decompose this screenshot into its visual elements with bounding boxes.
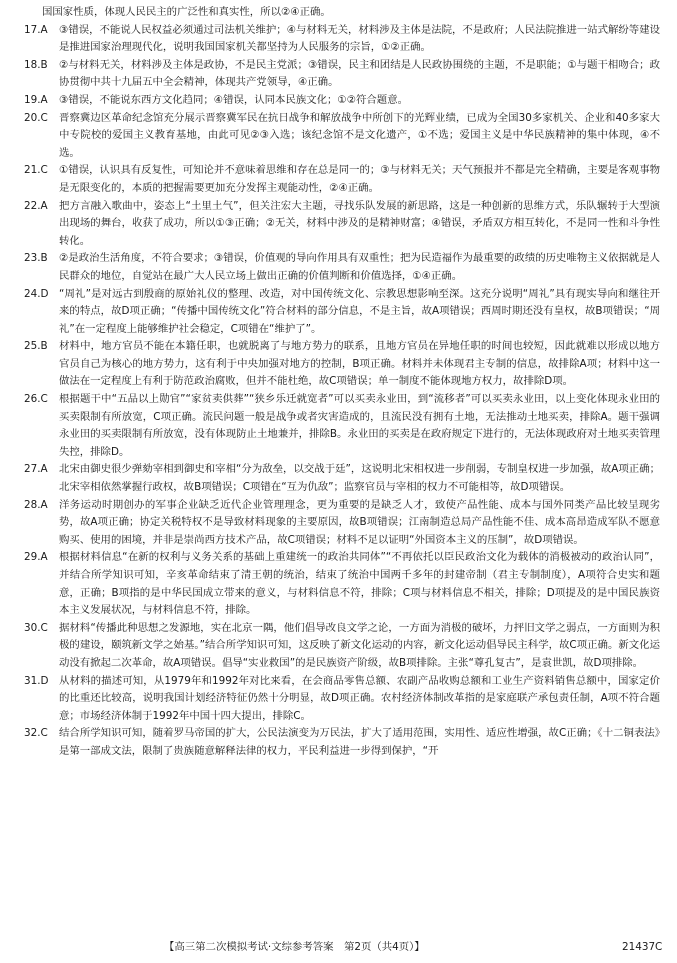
answer-item xyxy=(24,497,660,550)
answer-item xyxy=(24,673,660,726)
answer-item xyxy=(24,22,660,57)
answer-explanation: ②与材料无关，材料涉及主体是政协，不是民主党派；③错误，民主和团结是人民政协围绕的主题，不是职能；①与题干相吻合；政协贯彻中共十九届五中全会精神，体现共产党领导，④正确。 xyxy=(59,58,660,89)
answer-item xyxy=(24,549,660,619)
answer-item xyxy=(24,92,660,110)
footer-code: 21437C xyxy=(622,941,663,953)
answer-item xyxy=(24,286,660,339)
answer-item xyxy=(24,110,660,163)
answer-explanation: ①错误，认识具有反复性，可知论并不意味着思维和存在总是同一的；③与材料无关；天气预报并不都是完全精确，主要是客观事物是无限变化的，本质的把握需要更加充分发挥主观能动性，②④正确。 xyxy=(59,164,660,194)
continued-answer-text: 国国家性质，体现人民民主的广泛性和真实性，所以②④正确。 xyxy=(42,6,331,18)
answer-number: 21.C xyxy=(24,164,48,177)
answer-explanation: 晋察冀边区革命纪念馆充分展示晋察冀军民在抗日战争和解放战争中所创下的光辉业绩，已成为全国30多家机关、企业和40多家大中专院校的爱国主义教育基地，由此可见②③入选；该纪念馆不是文化遗产，①不选；爱国主义是中华民族精神的集中体现，④不选。 xyxy=(59,111,660,159)
page-footer xyxy=(0,938,677,956)
answer-explanation: “周礼”是对远古到殷商的原始礼仪的整理、改造，对中国传统文化、宗教思想影响至深。这充分说明“周礼”具有现实导向和继往开来的特点，故D项正确；“传播中国传统文化”符合材料的部分信息，不是主旨，故A项错误；西周时期还没有皇权，故B项错误；“周礼”在一定程度上能够维护社会稳定，C项错在“维护了”。 xyxy=(59,287,660,335)
answer-key-page xyxy=(24,4,660,761)
answer-number: 20.C xyxy=(24,111,48,124)
answer-explanation: ③错误，不能说东西方文化趋同；④错误，认同本民族文化；①②符合题意。 xyxy=(59,93,408,106)
answer-item xyxy=(24,250,660,285)
answer-explanation: 结合所学知识可知，随着罗马帝国的扩大，公民法演变为万民法，扩大了适用范围，实用性、适应性增强，故C正确；《十二铜表法》是第一部成文法，限制了贵族随意解释法律的权力，平民利益进一步得到保护，“开 xyxy=(59,727,660,757)
answer-number: 23.B xyxy=(24,252,48,265)
answer-explanation: ③错误，不能说人民权益必须通过司法机关维护；④与材料无关，材料涉及主体是法院，不是政府；人民法院推进一站式解纷等建设是推进国家治理现代化，说明我国国家机关都坚持为人民服务的宗旨，①②正确。 xyxy=(59,23,660,54)
answer-number: 27.A xyxy=(24,463,48,476)
answer-item xyxy=(24,725,660,760)
answer-number: 30.C xyxy=(24,621,48,634)
answer-list xyxy=(24,22,660,761)
answer-explanation: 根据材料信息“在新的权利与义务关系的基础上重建统一的政治共同体”“不再依托以臣民政治文化为载体的消极被动的政治认同”，并结合所学知识可知，辛亥革命结束了清王朝的统治，结束了统治中国两千多年的封建帝制（君主专制制度），A项符合史实和题意，正确；B项指的是中华民国成立带来的意义，与材料信息不符，排除；C项与材料信息不相关，排除；D项提及的是中国民族资本主义发展状况，与材料信息不符，排除。 xyxy=(59,551,660,617)
answer-explanation: ②是政治生活角度，不符合要求；③错误，价值观的导向作用具有双重性；把为民造福作为最重要的政绩的历史唯物主义依据就是人民群众的地位，自觉站在最广大人民立场上做出正确的价值判断和价值选择，①④正确。 xyxy=(59,252,660,282)
answer-item xyxy=(24,391,660,461)
answer-item xyxy=(24,198,660,251)
answer-number: 32.C xyxy=(24,727,48,740)
answer-explanation: 洋务运动时期创办的军事企业缺乏近代企业管理理念，更为重要的是缺乏人才，致使产品性能、成本与国外同类产品比较呈现劣势，故A项正确；协定关税特权不是导致材料现象的主要原因，故B项错误；江南制造总局产品性能不佳、成本高昂造成军队不愿意购买、使用的困境，并非是崇尚西方技术产品，故C项错误；材料不足以证明“外国资本主义的压制”，故D项错误。 xyxy=(59,498,660,546)
answer-item xyxy=(24,620,660,673)
footer-title: 【高三第二次模拟考试·文综参考答案 第2页（共4页）】 xyxy=(164,941,425,953)
answer-explanation: 北宋由御史很少弹劾宰相到御史和宰相“分为敌垒，以交战于廷”，这说明北宋相权进一步削弱，专制皇权进一步加强，故A项正确；北宋宰相依然掌握行政权，故B项错误；C项错在“互为仇敌”；监察官员与宰相的权力不可能相等，故D项错误。 xyxy=(59,463,660,494)
answer-number: 24.D xyxy=(24,287,49,300)
answer-explanation: 从材料的描述可知，从1979年和1992年对比来看，在会商品零售总额、农副产品收购总额和工业生产资料销售总额中，国家定价的比重还比较高，说明我国计划经济特征仍然十分明显，故D项正确。农村经济体制改革指的是家庭联产承包责任制，A项不符合题意；市场经济体制于1992年中国十四大提出，排除C。 xyxy=(59,674,660,722)
answer-number: 18.B xyxy=(24,58,48,71)
answer-item xyxy=(24,461,660,496)
answer-explanation: 据材料“传播此种思想之发源地，实在北京一隅，他们倡导改良文学之论，一方面为消极的破坏，力抨旧文学之弱点，一方面则为积极的建设，颐筑新文学之始基。”结合所学知识可知，这反映了新文化运动的内容，新文化运动倡导民主科学，故C项正确。新文化运动没有掀起二次革命，故A项错误。倡导“实业救国”的是民族资产阶级，故B项排除。主张“尊孔复古”，是袁世凯，故D项排除。 xyxy=(59,621,660,669)
answer-number: 25.B xyxy=(24,340,48,353)
answer-number: 28.A xyxy=(24,498,48,511)
answer-item xyxy=(24,162,660,197)
answer-number: 31.D xyxy=(24,674,49,687)
answer-item xyxy=(24,57,660,92)
answer-explanation: 材料中，地方官员不能在本籍任职，也就脱离了与地方势力的联系，且地方官员在异地任职的时间也较短，因此就难以形成以地方官员自己为核心的地方势力，这有利于中央加强对地方的控制，B项正确。材料并未体现君主专制的信息，故排除A项；材料中这一做法在一定程度上有利于防范政治腐败，但并不能杜绝，故C项错误；单一制度不能体现地方权力，故排除D项。 xyxy=(59,340,660,388)
answer-number: 17.A xyxy=(24,23,48,36)
answer-explanation: 根据题干中“五品以上勋官”“家贫卖供葬”“狭乡乐迁就宽者”可以买卖永业田，到“流移者”可以买卖永业田，以上变化体现永业田的买卖限制有所放宽，C项正确。流民问题一般是战争或者灾害造成的，且流民没有拥有土地，无法推动土地买卖，排除A。题干强调永业田的买卖限制有所放宽，没有体现防止土地兼并，排除B。永业田的买卖是在政府规定下进行的，无法体现政府对土地买卖管理失控，排除D。 xyxy=(59,393,660,458)
answer-number: 19.A xyxy=(24,93,48,106)
answer-item xyxy=(24,338,660,391)
answer-number: 22.A xyxy=(24,199,48,212)
answer-explanation: 把方言融入歌曲中，姿态上“土里土气”，但关注宏大主题，寻找乐队发展的新思路，这是一种创新的思维方式，乐队辗转于大型演出现场的舞台，收获了成功，所以①③正确；②无关，材料中涉及的是精神财富；④错误，矛盾双方相互转化，不是同一性和斗争性转化。 xyxy=(59,199,660,247)
answer-number: 29.A xyxy=(24,551,48,564)
answer-number: 26.C xyxy=(24,393,48,406)
